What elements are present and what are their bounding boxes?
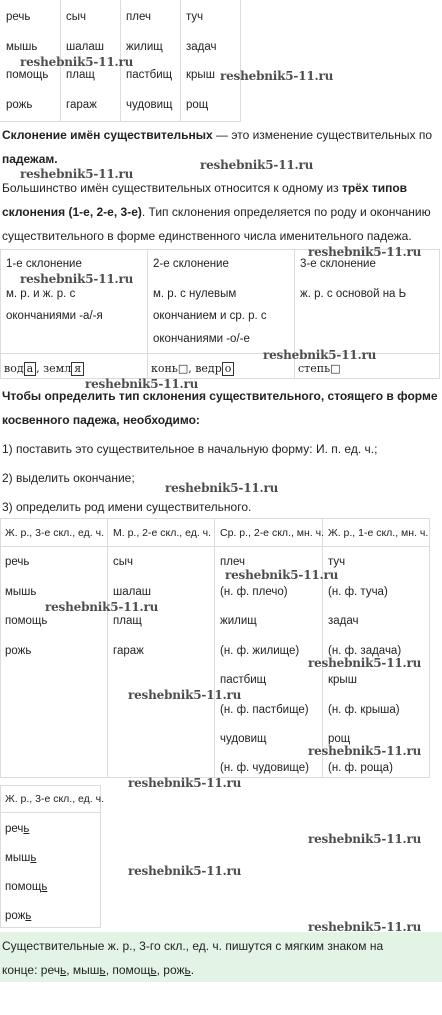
ending-box: я <box>71 362 84 376</box>
column-header: Ср. р., 2-е скл., мн. ч. <box>220 527 325 539</box>
rule-line-1: Чтобы определить тип склонения существительного, стоящего в форме <box>2 389 438 403</box>
watermark: reshebnik5-11.ru <box>308 920 422 934</box>
table-cell: шалаш <box>66 41 104 53</box>
types-text: Большинство имён существительных относится к одному из <box>2 181 342 195</box>
table-cell: чудовищ <box>220 733 267 745</box>
table-cell: помощь <box>5 615 48 627</box>
table-cell: пастбищ <box>126 69 173 81</box>
declension-example: конь□, ведр о <box>151 362 234 376</box>
watermark: reshebnik5-11.ru <box>308 245 422 259</box>
table-cell: речь <box>6 11 31 23</box>
step-1: 1) поставить это существительное в начальную форму: И. п. ед. ч.; <box>2 442 378 456</box>
table-cell: речь <box>5 556 30 568</box>
declension-desc: м. р. с нулевым <box>153 288 237 300</box>
table-cell: (н. ф. жилище) <box>220 645 300 657</box>
column-header: Ж. р., 3-е скл., ед. ч. <box>5 527 105 539</box>
ending-box: о <box>222 362 235 376</box>
declension-header: 3-е склонение <box>300 258 376 270</box>
table-cell: (н. ф. туча) <box>328 586 388 598</box>
soft-sign-word: рожь <box>5 910 32 922</box>
watermark: reshebnik5-11.ru <box>128 864 242 878</box>
declension-example: вод а , земл я <box>4 362 84 376</box>
table-cell: (н. ф. крыша) <box>328 704 400 716</box>
column-header: Ж. р., 1-е скл., мн. ч. <box>328 527 429 539</box>
rule-line-2: косвенного падежа, необходимо: <box>2 413 200 427</box>
ending-box: а <box>24 362 37 376</box>
watermark: reshebnik5-11.ru <box>128 776 242 790</box>
conclusion-line-1: Существительные ж. р., 3-го скл., ед. ч. пишутся с мягким знаком на <box>2 939 384 953</box>
declension-header: 2-е склонение <box>153 258 229 270</box>
table-cell: задач <box>328 615 359 627</box>
table-cell: чудовищ <box>126 99 173 111</box>
watermark: reshebnik5-11.ru <box>128 688 242 702</box>
definition-line-2: падежам. <box>2 152 58 166</box>
definition-line <box>2 128 432 142</box>
watermark: reshebnik5-11.ru <box>308 656 422 670</box>
table-cell: плащ <box>66 69 95 81</box>
table-cell: (н. ф. задача) <box>328 645 402 657</box>
definition-text: — это изменение существительных по <box>212 128 433 142</box>
table-cell: (н. ф. плечо) <box>220 586 288 598</box>
declension-desc: окончаниями -а/-я <box>6 310 103 322</box>
table-cell: рощ <box>186 99 209 111</box>
watermark: reshebnik5-11.ru <box>308 832 422 846</box>
watermark: reshebnik5-11.ru <box>263 348 377 362</box>
step-2: 2) выделить окончание; <box>2 471 135 485</box>
table-cell: гараж <box>66 99 97 111</box>
table-cell: плеч <box>220 556 245 568</box>
declension-header: 1-е склонение <box>6 258 82 270</box>
table-cell: (н. ф. пастбище) <box>220 704 309 716</box>
table-cell: шалаш <box>113 586 151 598</box>
declension-desc: окончанием и ср. р. с <box>153 310 267 322</box>
table-cell: мышь <box>5 586 37 598</box>
types-bold: трёх типов <box>341 181 408 195</box>
table-cell: сыч <box>113 556 134 568</box>
ending-zero: □ <box>330 362 341 375</box>
types-line-1 <box>2 181 407 195</box>
watermark: reshebnik5-11.ru <box>20 55 134 69</box>
table-cell: рожь <box>6 99 33 111</box>
soft-sign-word: мышь <box>5 852 37 864</box>
types-line-3: существительного в форме единственного числа именительного падежа. <box>2 229 412 243</box>
table-cell: сыч <box>66 11 87 23</box>
table-cell: пастбищ <box>220 674 267 686</box>
watermark: reshebnik5-11.ru <box>200 158 314 172</box>
ending-zero: □ <box>177 362 189 375</box>
types-line-2 <box>2 205 431 219</box>
table-cell: мышь <box>6 41 38 53</box>
table-cell: рощ <box>328 733 351 745</box>
table-cell: крыш <box>328 674 357 686</box>
table-cell: крыш <box>186 69 215 81</box>
declension-example: степь□ <box>298 362 341 375</box>
watermark: reshebnik5-11.ru <box>45 600 159 614</box>
types-text-2: . Тип склонения определяется по роду и окончанию <box>141 205 431 219</box>
soft-sign-word: помощь <box>5 881 48 893</box>
watermark: reshebnik5-11.ru <box>85 377 199 391</box>
soft-sign-word: речь <box>5 823 30 835</box>
declension-desc: м. р. и ж. р. с <box>6 288 76 300</box>
column-header: М. р., 2-е скл., ед. ч. <box>113 527 212 539</box>
conclusion-line-2: конце: речь, мышь, помощь, рожь. <box>2 963 195 977</box>
watermark: reshebnik5-11.ru <box>20 272 134 286</box>
table-cell: рожь <box>5 645 32 657</box>
table-cell: жилищ <box>220 615 257 627</box>
table-cell: туч <box>186 11 204 23</box>
watermark: reshebnik5-11.ru <box>165 481 279 495</box>
table-cell: задач <box>186 41 217 53</box>
table-cell: туч <box>328 556 346 568</box>
types-bold-2: склонения (1-е, 2-е, 3-е) <box>2 205 142 219</box>
column-header: Ж. р., 3-е скл., ед. ч. <box>5 793 105 805</box>
table-cell: помощь <box>6 69 49 81</box>
definition-term: Склонение имён существительных <box>2 128 213 142</box>
table-cell: жилищ <box>126 41 163 53</box>
watermark: reshebnik5-11.ru <box>308 744 422 758</box>
table-cell: гараж <box>113 645 144 657</box>
table-cell: плащ <box>113 615 142 627</box>
table-cell: (н. ф. роща) <box>328 762 393 774</box>
watermark: reshebnik5-11.ru <box>225 568 339 582</box>
declension-desc: окончаниями -о/-е <box>153 333 250 345</box>
watermark: reshebnik5-11.ru <box>20 167 134 181</box>
step-3: 3) определить род имени существительного. <box>2 500 252 514</box>
table-cell: (н. ф. чудовище) <box>220 762 309 774</box>
declension-desc: ж. р. с основой на Ь <box>300 288 407 300</box>
watermark: reshebnik5-11.ru <box>220 69 334 83</box>
table-cell: плеч <box>126 11 151 23</box>
